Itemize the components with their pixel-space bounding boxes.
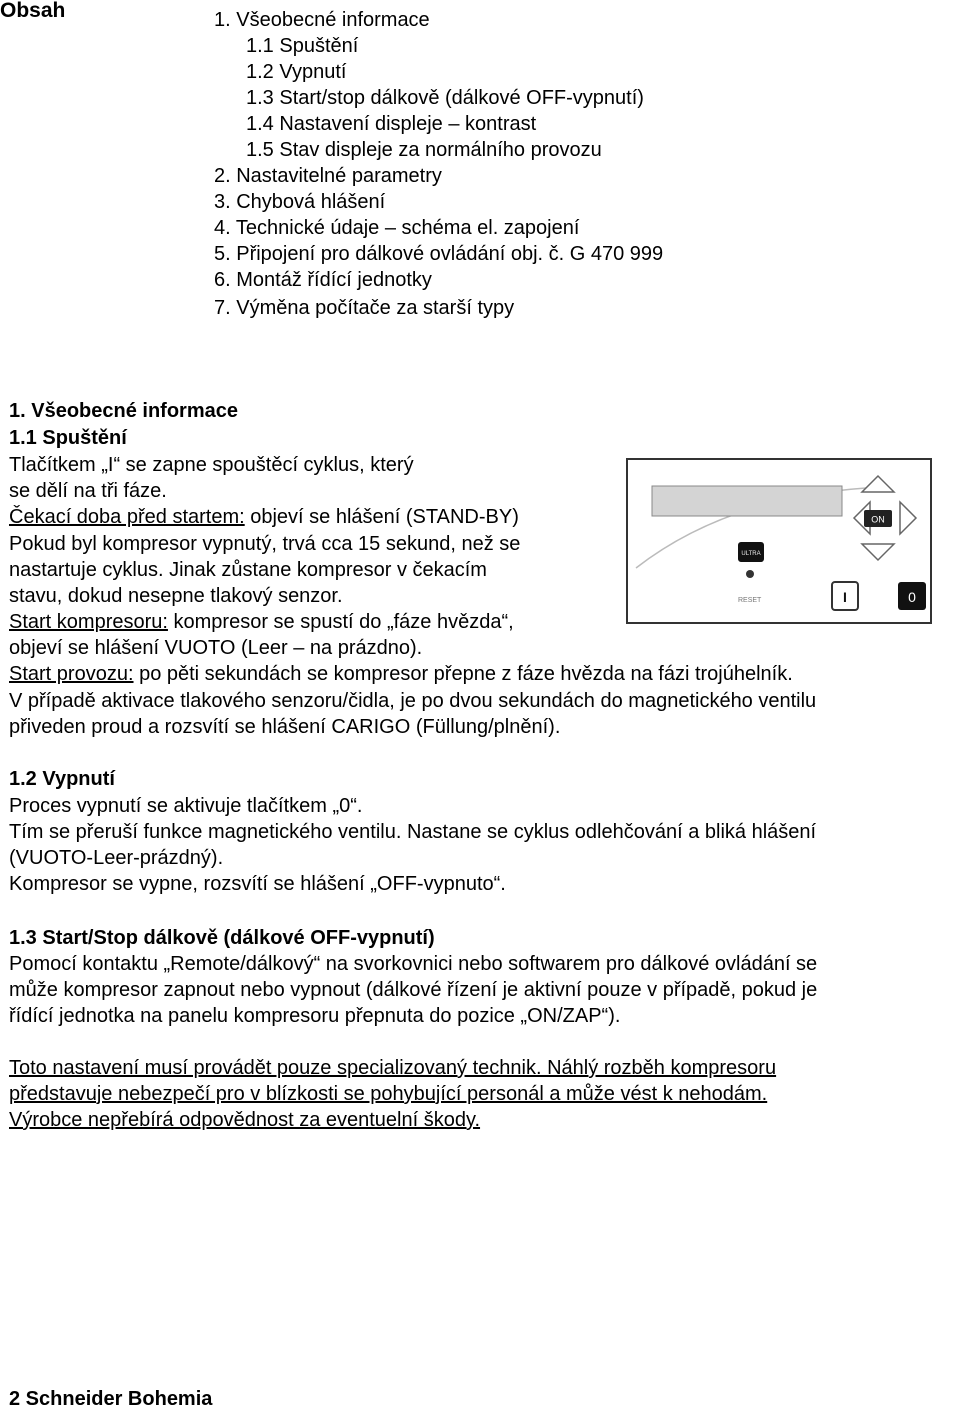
paragraph-line: může kompresor zapnout nebo vypnout (dálkové řízení je aktivní pouze v případě, pokud je <box>9 979 818 1001</box>
toc-item: 1. Všeobecné informace <box>214 9 430 31</box>
paragraph-line: Pomocí kontaktu „Remote/dálkový“ na svorkovnici nebo softwarem pro dálkové ovládání se <box>9 953 818 975</box>
on-button-label: ON <box>871 514 885 525</box>
start-i-button-label: I <box>843 589 847 605</box>
toc-item: 1.2 Vypnutí <box>246 61 347 83</box>
toc-item: 6. Montáž řídící jednotky <box>214 269 432 291</box>
indicator-led-icon <box>746 570 754 578</box>
toc-item: 1.5 Stav displeje za normálního provozu <box>246 139 602 161</box>
toc-item: 7. Výměna počítače za starší typy <box>214 297 515 319</box>
paragraph-line <box>9 609 514 635</box>
toc-item: 1.1 Spuštění <box>246 35 359 57</box>
paragraph-line: V případě aktivace tlakového senzoru/čidla, je po dvou sekundách do magnetického ventilu <box>9 690 817 712</box>
section-heading: 1.1 Spuštění <box>9 427 127 449</box>
term-label: Start provozu: <box>9 663 134 685</box>
paragraph-line: Tlačítkem „I“ se zapne spouštěcí cyklus, který <box>9 454 414 476</box>
paragraph-line: stavu, dokud nesepne tlakový senzor. <box>9 585 343 607</box>
term-label: Čekací doba před startem: <box>9 506 245 528</box>
reset-label: RESET <box>738 597 762 604</box>
term-text: kompresor se spustí do „fáze hvězda“, <box>167 611 514 633</box>
paragraph-line: se dělí na tři fáze. <box>9 480 167 502</box>
paragraph-line: Pokud byl kompresor vypnutý, trvá cca 15 sekund, než se <box>9 533 521 555</box>
paragraph-line: přiveden proud a rozsvítí se hlášení CARIGO (Füllung/plnění). <box>9 716 561 738</box>
toc-item: 2. Nastavitelné parametry <box>214 165 442 187</box>
paragraph-line: Kompresor se vypne, rozsvítí se hlášení „OFF-vypnuto“. <box>9 873 506 895</box>
paragraph-line: Proces vypnutí se aktivuje tlačítkem „0“. <box>9 795 363 817</box>
term-text: po pěti sekundách se kompresor přepne z fáze hvězda na fázi trojúhelník. <box>133 663 793 685</box>
paragraph-line <box>9 661 793 687</box>
display-screen <box>652 486 842 516</box>
paragraph-line: objeví se hlášení VUOTO (Leer – na prázdno). <box>9 637 423 659</box>
term-label: Start kompresoru: <box>9 611 168 633</box>
paragraph-line: nastartuje cyklus. Jinak zůstane kompresor v čekacím <box>9 559 487 581</box>
toc-item: 1.3 Start/stop dálkově (dálkové OFF-vypnutí) <box>246 87 644 109</box>
term-text: objeví se hlášení (STAND-BY) <box>244 506 519 528</box>
section-heading: 1. Všeobecné informace <box>9 400 238 422</box>
toc-item: 4. Technické údaje – schéma el. zapojení <box>214 217 580 239</box>
stop-0-button-label: 0 <box>908 589 916 605</box>
paragraph-line: Tím se přeruší funkce magnetického ventilu. Nastane se cyklus odlehčování a bliká hlášení <box>9 821 817 843</box>
toc-item: 5. Připojení pro dálkové ovládání obj. č. G 470 999 <box>214 243 664 265</box>
toc-item: 1.4 Nastavení displeje – kontrast <box>246 113 537 135</box>
paragraph-line: řídící jednotka na panelu kompresoru přepnuta do pozice „ON/ZAP“). <box>9 1005 621 1027</box>
page-title: Obsah <box>0 0 66 22</box>
section-heading: 1.2 Vypnutí <box>9 768 115 790</box>
paragraph-line: (VUOTO-Leer-prázdný). <box>9 847 224 869</box>
ultra-button-label: ULTRA <box>741 551 761 557</box>
warning-line: Výrobce nepřebírá odpovědnost za eventuelní škody. <box>9 1109 481 1131</box>
section-heading: 1.3 Start/Stop dálkově (dálkové OFF-vypnutí) <box>9 927 435 949</box>
paragraph-line <box>9 504 519 530</box>
toc-item: 3. Chybová hlášení <box>214 191 386 213</box>
page-footer: 2 Schneider Bohemia <box>9 1388 213 1410</box>
warning-line: Toto nastavení musí provádět pouze specializovaný technik. Náhlý rozběh kompresoru <box>9 1057 777 1079</box>
warning-line: představuje nebezpečí pro v blízkosti se pohybující personál a může vést k nehodám. <box>9 1083 768 1105</box>
control-panel-illustration <box>626 458 932 624</box>
